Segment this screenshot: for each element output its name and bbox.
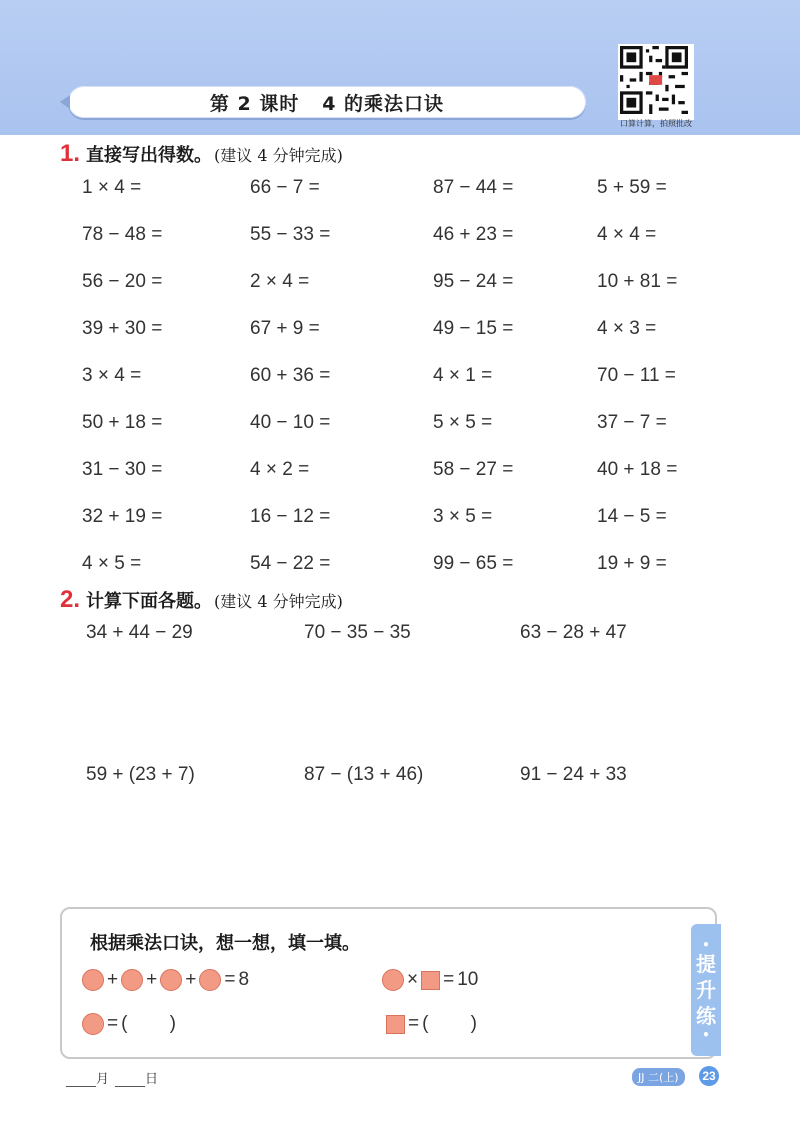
- problem: 16 − 12 =: [250, 506, 331, 527]
- problem: 58 − 27 =: [433, 459, 514, 480]
- problem: 14 − 5 =: [597, 506, 667, 527]
- plus-sign: +: [107, 969, 119, 990]
- problem: 5 × 5 =: [433, 412, 493, 433]
- problem: 78 − 48 =: [82, 224, 163, 245]
- circle-shape-icon: [82, 969, 104, 991]
- circle-times-square-equation: [382, 969, 478, 991]
- side-tab-char: 练: [696, 1004, 716, 1028]
- practice-side-tab: [691, 924, 721, 1056]
- problem: 19 + 9 =: [597, 553, 667, 574]
- square-shape-icon: [421, 971, 440, 990]
- problem: 55 − 33 =: [250, 224, 331, 245]
- month-blank[interactable]: [66, 1072, 96, 1087]
- equals-sign: =: [224, 969, 236, 990]
- problem: 4 × 4 =: [597, 224, 657, 245]
- problem: 5 + 59 =: [597, 177, 667, 198]
- square-answer-blank[interactable]: ( ): [422, 1013, 477, 1034]
- problem: 60 + 36 =: [250, 365, 331, 386]
- section-1-heading: [60, 140, 343, 168]
- circle-shape-icon: [121, 969, 143, 991]
- day-blank[interactable]: [115, 1072, 145, 1087]
- problem: 46 + 23 =: [433, 224, 514, 245]
- section-2-hint: (建议 4 分钟完成): [214, 592, 343, 611]
- section-1-hint: (建议 4 分钟完成): [214, 146, 343, 165]
- section-1-number: 1.: [60, 140, 81, 167]
- problem: 31 − 30 =: [82, 459, 163, 480]
- equation-result: 10: [457, 969, 479, 990]
- equals-sign: =: [443, 969, 455, 990]
- circle-answer-blank[interactable]: ( ): [121, 1013, 176, 1034]
- calc-problem: 87 − (13 + 46): [304, 764, 424, 785]
- plus-sign: +: [185, 969, 197, 990]
- lesson-title-bar: [68, 86, 586, 118]
- side-tab-char: 升: [696, 978, 716, 1002]
- equals-sign: =: [107, 1013, 119, 1034]
- month-label: 月: [96, 1072, 110, 1087]
- dot-icon: •: [702, 938, 710, 952]
- circle-shape-icon: [160, 969, 182, 991]
- problem: 39 + 30 =: [82, 318, 163, 339]
- problem: 4 × 5 =: [82, 553, 142, 574]
- problem: 87 − 44 =: [433, 177, 514, 198]
- problem: 66 − 7 =: [250, 177, 320, 198]
- plus-sign: +: [146, 969, 158, 990]
- problem: 99 − 65 =: [433, 553, 514, 574]
- circle-shape-icon: [382, 969, 404, 991]
- section-2-heading: [60, 586, 343, 614]
- problem: 67 + 9 =: [250, 318, 320, 339]
- problem: 32 + 19 =: [82, 506, 163, 527]
- problem: 1 × 4 =: [82, 177, 142, 198]
- calc-problem: 34 + 44 − 29: [86, 622, 193, 643]
- problem: 3 × 4 =: [82, 365, 142, 386]
- edition-badge: JJ 二(上): [632, 1068, 685, 1086]
- circle-shape-icon: [199, 969, 221, 991]
- calc-row-2: [86, 764, 720, 786]
- extension-title: 根据乘法口诀，想一想，填一填。: [90, 933, 360, 954]
- circle-answer: [82, 1013, 176, 1035]
- problem: 4 × 1 =: [433, 365, 493, 386]
- lesson-title: 第 2 课时 4 的乘法口诀: [209, 92, 445, 115]
- problem: 70 − 11 =: [597, 365, 676, 386]
- problem: 40 − 10 =: [250, 412, 331, 433]
- problem: 37 − 7 =: [597, 412, 667, 433]
- day-label: 日: [145, 1072, 159, 1087]
- problem: 95 − 24 =: [433, 271, 514, 292]
- section-2-number: 2.: [60, 586, 81, 613]
- problem: 54 − 22 =: [250, 553, 331, 574]
- calc-problem: 63 − 28 + 47: [520, 622, 627, 643]
- square-answer: [386, 1013, 477, 1035]
- page-number: 23: [699, 1066, 719, 1086]
- equals-sign: =: [408, 1013, 420, 1034]
- calc-problem: 59 + (23 + 7): [86, 764, 195, 785]
- section-2-label: 计算下面各题。: [86, 591, 213, 612]
- calc-row-1: [86, 622, 720, 644]
- circle-sum-equation: [82, 969, 249, 991]
- problem: 2 × 4 =: [250, 271, 310, 292]
- times-sign: ×: [407, 969, 419, 990]
- equation-result: 8: [238, 969, 250, 990]
- calc-problem: 91 − 24 + 33: [520, 764, 627, 785]
- problem: 50 + 18 =: [82, 412, 163, 433]
- calc-problem: 70 − 35 − 35: [304, 622, 411, 643]
- extension-box: [60, 907, 717, 1059]
- problem: 4 × 3 =: [597, 318, 657, 339]
- problem: 49 − 15 =: [433, 318, 514, 339]
- qr-caption: 口算计算，拍照批改: [620, 119, 692, 128]
- circle-shape-icon: [82, 1013, 104, 1035]
- problem: 3 × 5 =: [433, 506, 493, 527]
- square-shape-icon: [386, 1015, 405, 1034]
- problem: 56 − 20 =: [82, 271, 163, 292]
- dot-icon: •: [702, 1028, 710, 1042]
- oral-calc-grid: [82, 172, 747, 595]
- problem: 40 + 18 =: [597, 459, 678, 480]
- section-1-label: 直接写出得数。: [86, 145, 213, 166]
- side-tab-char: 提: [696, 952, 716, 976]
- problem: 4 × 2 =: [250, 459, 310, 480]
- date-line: [66, 1068, 158, 1087]
- qr-code-icon[interactable]: [618, 44, 694, 120]
- problem: 10 + 81 =: [597, 271, 678, 292]
